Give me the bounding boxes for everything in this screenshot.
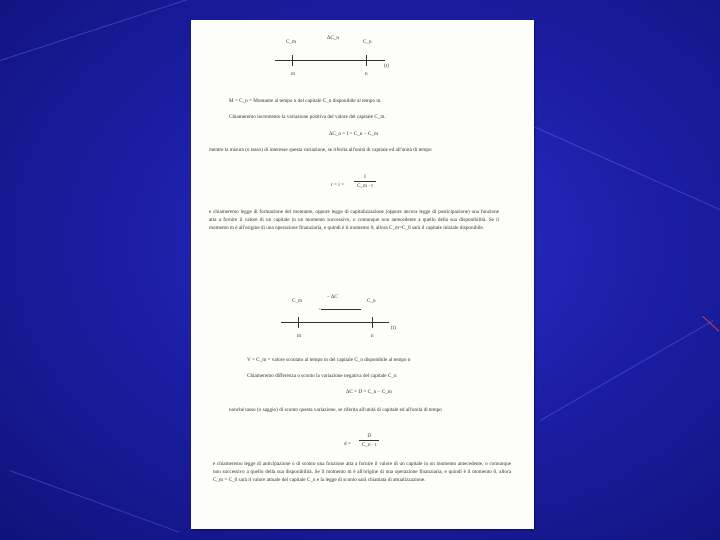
bottom-delta-arrow: [321, 309, 361, 310]
top-text-line1: M = C_n = Montante al tempo n del capitale C_n disponibile al tempo m.: [229, 98, 382, 104]
top-formula2-fraction: [354, 173, 376, 190]
bottom-formula1: ΔC = D = C_n − C_m: [346, 389, 392, 395]
bottom-text-line2: Chiameremo differenza o sconto la variazione negativa del capitale C_n: [247, 373, 397, 379]
bottom-timeline-tick-n: [372, 317, 373, 328]
top-text-line4: e chiameremo legge di formazione del montante, oppure legge di capitalizzazione (oppure ancora legge di posticipazione) una funzione atta a fornire il valore di un capitale in un momento successivo, o comunque non antecedente a quello della sua disponibilità. Se il momento m è all'origine di una operazione finanziaria, e quindi è il momento 0, allora C_m=C_0 sarà il capitale iniziale disponibile.: [209, 209, 499, 231]
top-diagram-time-m: m: [291, 71, 296, 77]
bottom-formula2-fraction: [359, 432, 379, 449]
top-formula2-denominator: C_m · t: [357, 183, 373, 189]
bottom-formula2-numerator: D: [359, 432, 379, 441]
background-streak: [0, 0, 210, 61]
top-diagram-time-n: n: [365, 71, 368, 77]
background-streak: [10, 470, 179, 533]
top-diagram-right-label: C_n: [363, 39, 372, 45]
bottom-text-line3: nonché tasso (o saggio) di sconto questa variazione, se riferita all'unità di capitale ed all'unità di tempo: [229, 407, 442, 413]
bottom-text-line4: e chiameremo legge di anticipazione o di sconto una funzione atta a fornire il valore di un capitale in un momento antecedente, o comunque non successivo a quello della sua disponibilità. Se il momento m è all'origine di una operazione finanziaria, e quindi è il momento 0, allora C_m = C_0 sarà il valore attuale del capitale C_n e la legge di sconto sarà chiamata di attualizzazione.: [213, 461, 511, 483]
bottom-formula2-left: d =: [344, 441, 351, 447]
bottom-text-line1: V = C_m = valore scontato al tempo m del capitale C_n disponibile al tempo n: [247, 357, 411, 363]
background-streak: [520, 120, 720, 210]
top-timeline-tick-n: [366, 55, 367, 66]
top-timeline-tick-m: [292, 55, 293, 66]
top-text-line3: mentre la misura (o tasso) di interesse questa variazione, se riferita all'unità di capitale ed all'unità di tempo: [209, 147, 432, 153]
bottom-diagram-axis-label: (t): [391, 325, 396, 331]
bottom-diagram-right-label: C_n: [367, 298, 376, 304]
top-diagram-axis-label: (t): [384, 63, 389, 69]
bottom-diagram-left-label: C_m: [292, 298, 303, 304]
bottom-diagram-time-n: n: [371, 333, 374, 339]
top-diagram-left-label: C_m: [286, 39, 297, 45]
bottom-diagram-delta-label: − ΔC: [327, 294, 338, 300]
bottom-delta-arrow-head: ‹: [319, 306, 321, 312]
bottom-formula2-denominator: C_n · t: [362, 442, 377, 448]
bottom-timeline-tick-m: [298, 317, 299, 328]
top-formula2-left: r = i =: [331, 182, 344, 188]
top-formula1: ΔC_n = I = C_n − C_m: [329, 131, 379, 137]
scanned-document-page: [191, 20, 534, 529]
top-text-line2: Chiameremo incremento la variazione positiva del valore del capitale C_m.: [229, 114, 386, 120]
top-formula2-numerator: I: [354, 173, 376, 182]
bottom-diagram-time-m: m: [297, 333, 302, 339]
background-streak: [540, 320, 714, 421]
top-diagram-delta-label: ΔC_n: [327, 35, 339, 41]
